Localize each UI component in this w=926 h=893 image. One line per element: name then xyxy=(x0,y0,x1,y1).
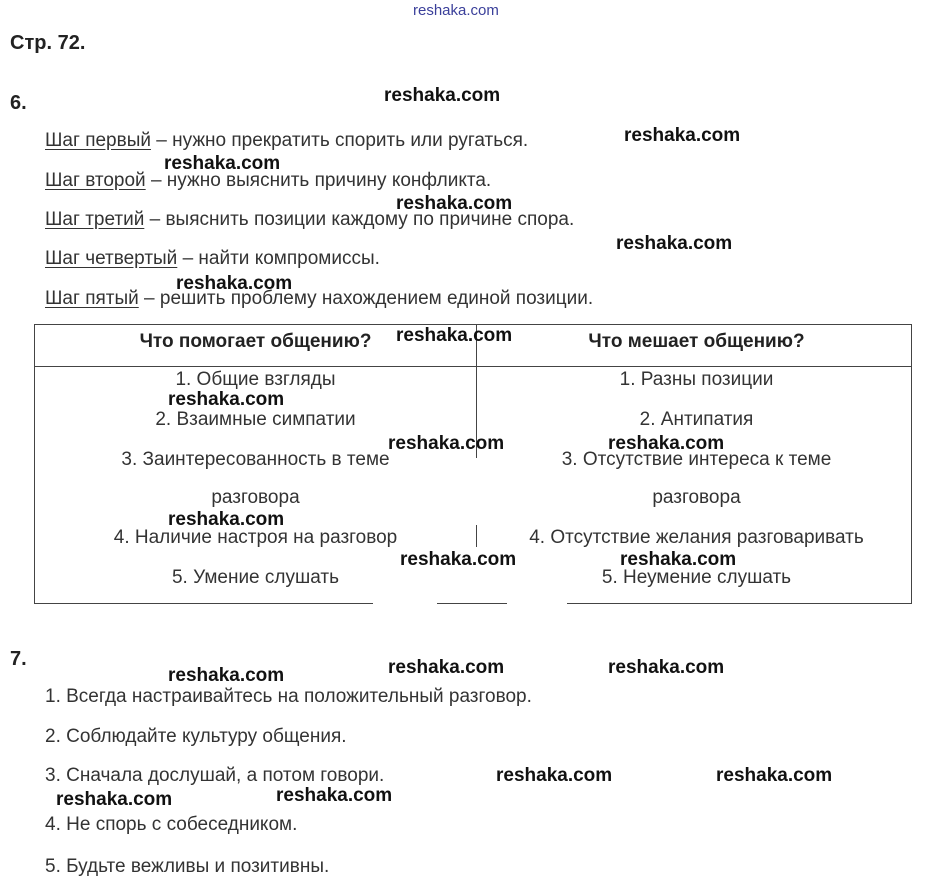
table-header-divider xyxy=(35,366,911,367)
watermark: reshaka.com xyxy=(716,765,833,786)
step-1 xyxy=(45,130,528,152)
advice-item-2: 2. Соблюдайте культуру общения. xyxy=(45,726,347,747)
advice-item-5: 5. Будьте вежливы и позитивны. xyxy=(45,856,330,877)
task-6-number: 6. xyxy=(10,92,27,114)
step-2-label: Шаг второй xyxy=(45,170,146,191)
helps-item-5: 5. Умение слушать xyxy=(171,567,339,588)
watermark: reshaka.com xyxy=(164,153,281,174)
hinders-item-1: 1. Разны позиции xyxy=(619,369,774,390)
watermark: reshaka.com xyxy=(168,389,285,410)
watermark: reshaka.com xyxy=(396,325,513,346)
watermark: reshaka.com xyxy=(176,273,293,294)
step-2-text: – нужно выяснить причину конфликта. xyxy=(145,170,492,191)
watermark: reshaka.com xyxy=(168,665,285,686)
helps-item-2: 2. Взаимные симпатии xyxy=(155,409,356,430)
hinders-item-4: 4. Отсутствие желания разговаривать xyxy=(529,527,864,548)
step-4-label: Шаг четвертый xyxy=(45,248,178,269)
border-gap-left xyxy=(373,601,437,609)
watermark: reshaka.com xyxy=(400,549,517,570)
watermark: reshaka.com xyxy=(496,765,613,786)
watermark: reshaka.com xyxy=(396,193,513,214)
watermark: reshaka.com xyxy=(168,509,285,530)
helps-item-4: 4. Наличие настроя на разговор xyxy=(113,527,398,548)
watermark: reshaka.com xyxy=(608,433,725,454)
hinders-item-5: 5. Неумение слушать xyxy=(601,567,792,588)
watermark: reshaka.com xyxy=(620,549,737,570)
watermark: reshaka.com xyxy=(388,657,505,678)
step-4 xyxy=(45,248,380,270)
site-header-link[interactable]: reshaka.com xyxy=(413,2,499,19)
watermark: reshaka.com xyxy=(56,789,173,810)
page-title: Стр. 72. xyxy=(10,32,86,54)
advice-item-3: 3. Сначала дослушай, а потом говори. xyxy=(45,765,385,786)
table-header-hinders: Что мешает общению? xyxy=(588,331,805,352)
advice-item-4: 4. Не спорь с собеседником. xyxy=(45,814,298,835)
helps-item-3: 3. Заинтересованность в теме xyxy=(121,449,390,470)
step-5-label: Шаг пятый xyxy=(45,288,139,309)
task-7-number: 7. xyxy=(10,648,27,670)
watermark: reshaka.com xyxy=(384,85,501,106)
watermark: reshaka.com xyxy=(608,657,725,678)
step-3-text: – выяснить позиции каждому по причине спора. xyxy=(144,209,575,230)
step-3-label: Шаг третий xyxy=(45,209,145,230)
hinders-item-3: 3. Отсутствие интереса к теме xyxy=(561,449,832,470)
advice-item-1: 1. Всегда настраивайтесь на положительный разговор. xyxy=(45,686,532,707)
helps-item-1: 1. Общие взгляды xyxy=(175,369,336,390)
step-4-text: – найти компромиссы. xyxy=(177,248,380,269)
watermark: reshaka.com xyxy=(624,125,741,146)
step-5 xyxy=(45,288,593,310)
table-header-helps: Что помогает общению? xyxy=(139,331,372,352)
border-gap-right xyxy=(507,601,567,609)
step-1-text: – нужно прекратить спорить или ругаться. xyxy=(150,130,529,151)
watermark: reshaka.com xyxy=(616,233,733,254)
hinders-item-3-cont: разговора xyxy=(652,487,741,508)
watermark: reshaka.com xyxy=(276,785,393,806)
step-5-text: – решить проблему нахождением единой позиции. xyxy=(138,288,594,309)
step-1-label: Шаг первый xyxy=(45,130,151,151)
hinders-item-2: 2. Антипатия xyxy=(639,409,754,430)
watermark: reshaka.com xyxy=(388,433,505,454)
helps-item-3-cont: разговора xyxy=(211,487,300,508)
